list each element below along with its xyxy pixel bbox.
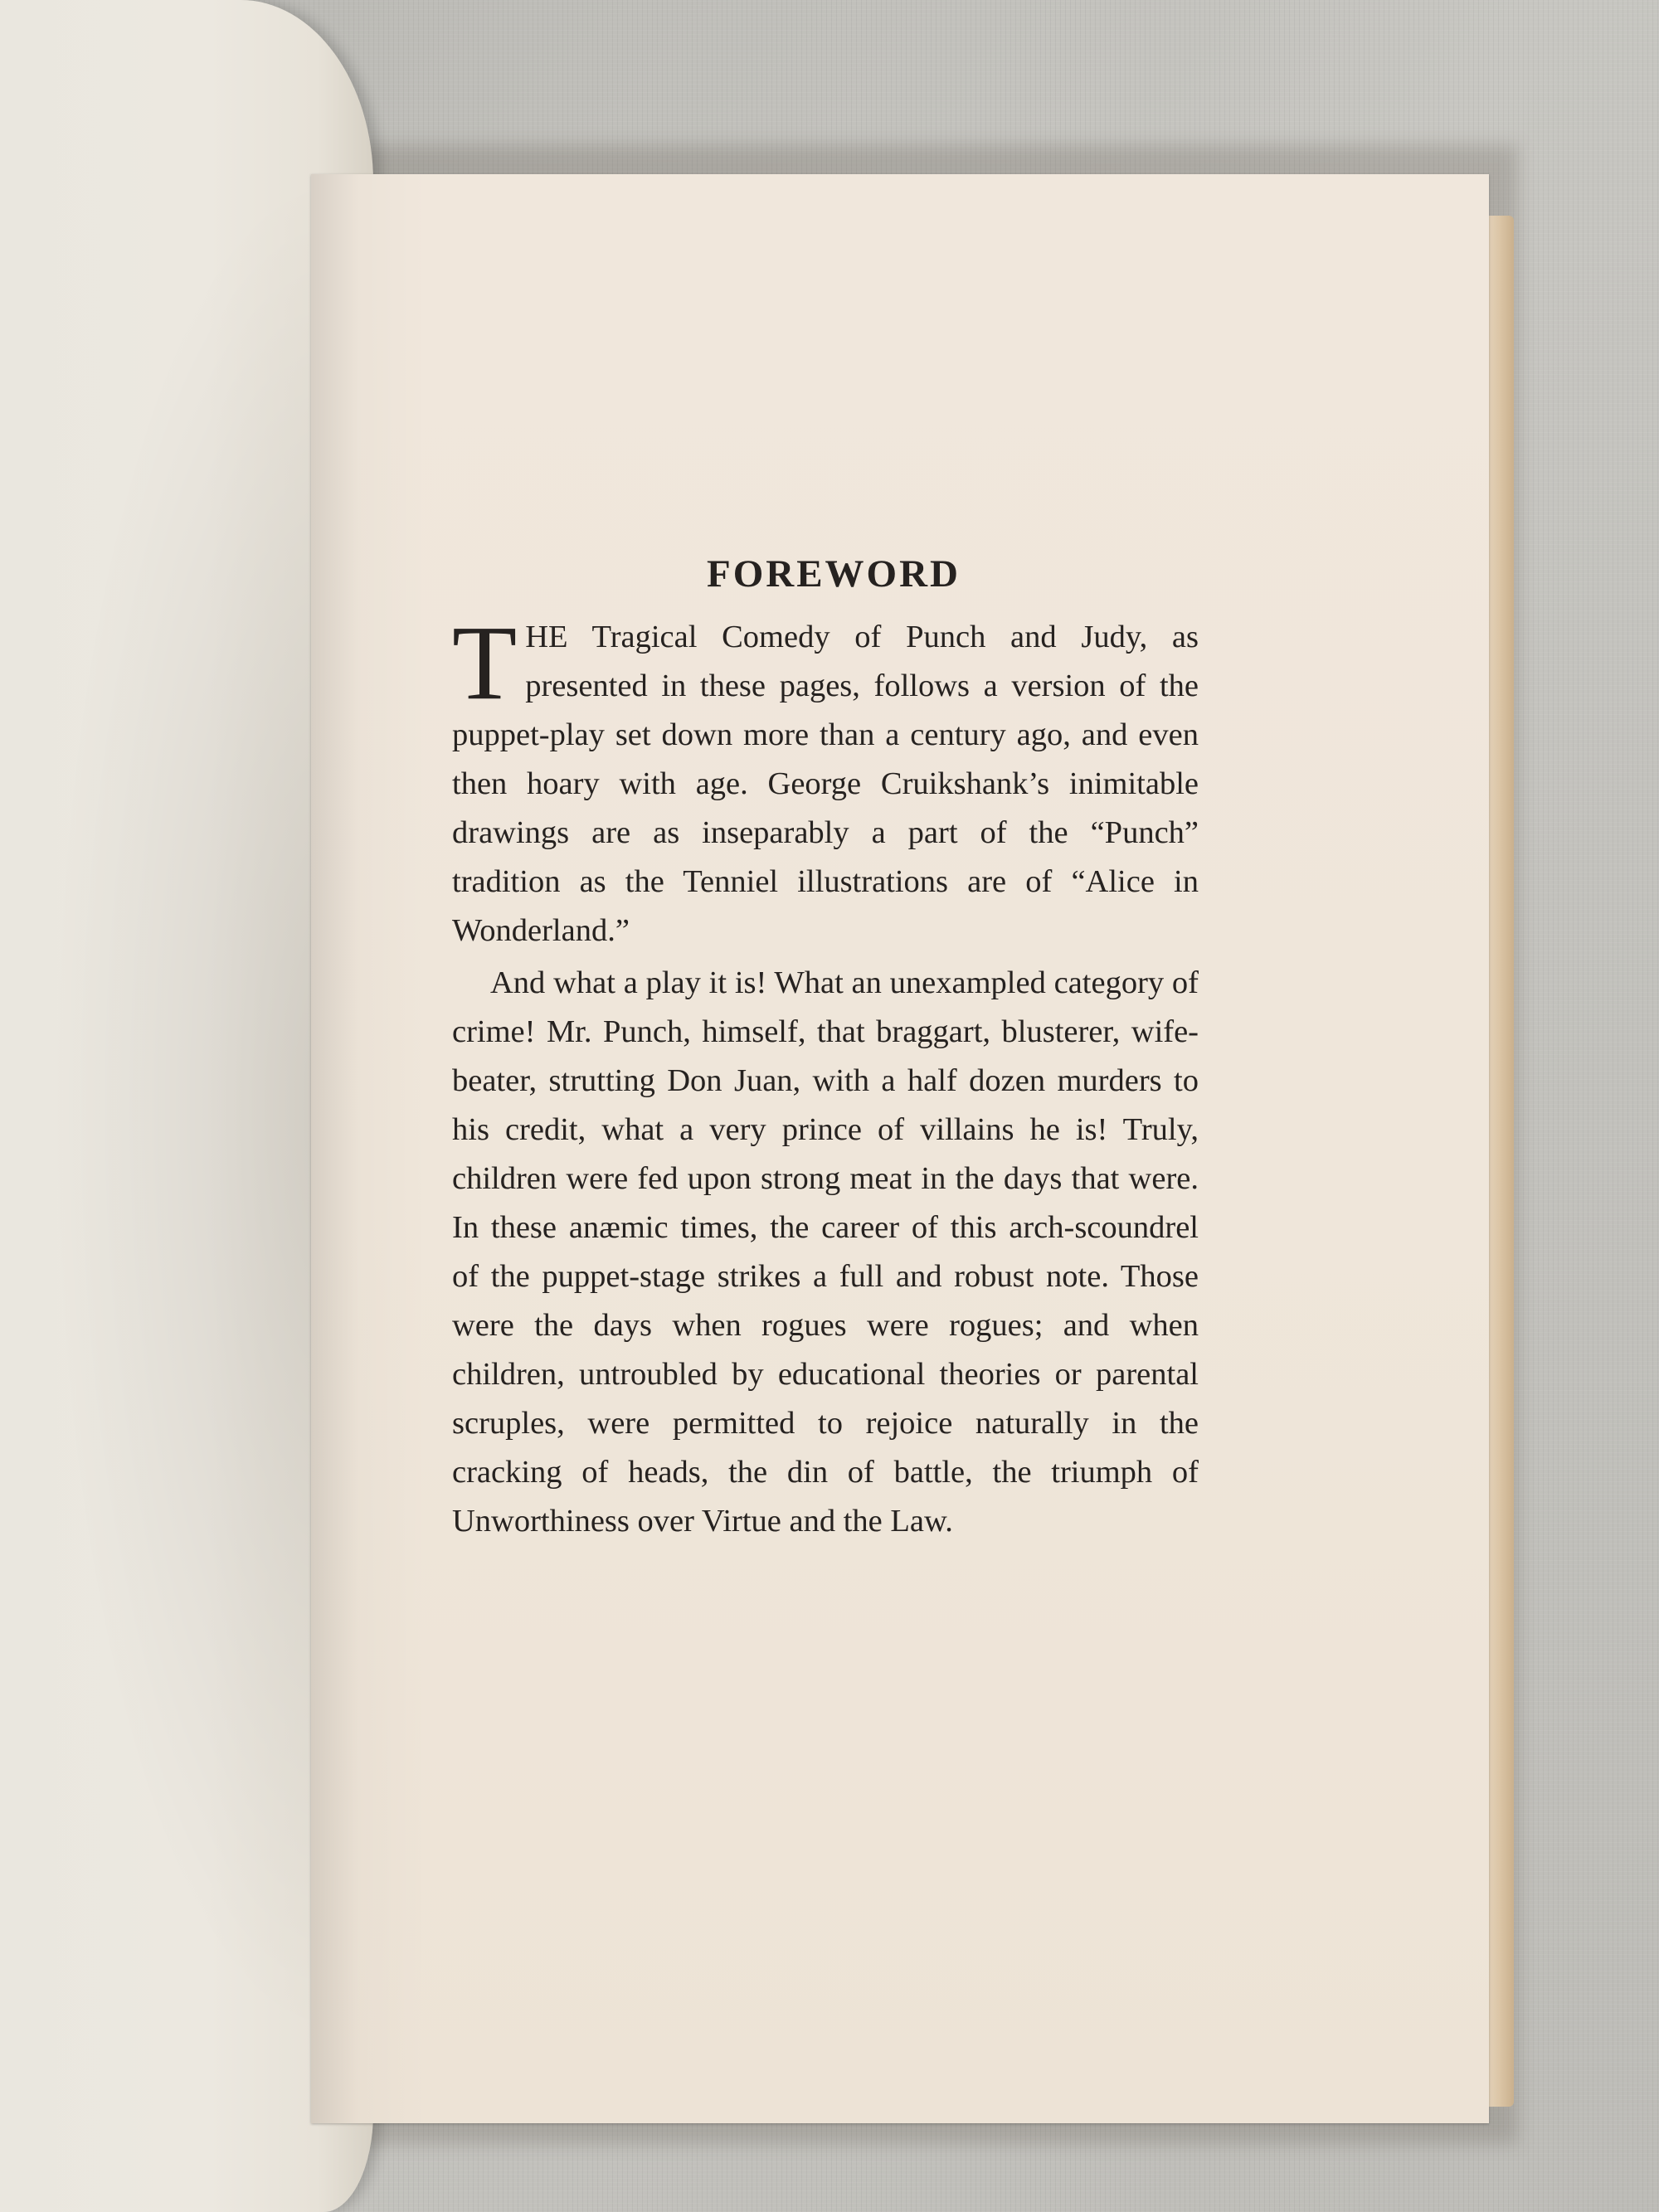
page-title: FOREWORD <box>707 552 961 596</box>
paragraph-1-text: HE Tragical Comedy of Punch and Judy, as presented in these pages, follows a version of the puppet-play set down more than a century ago, and even then hoary with age. George Cruikshank’s inimitable drawings are as inseparably a part of the “Punch” tradition as the Tenniel illustrations are of “Alice in Wonderland.” <box>452 620 1199 948</box>
drop-cap: T <box>452 604 518 722</box>
paragraph-1 <box>452 604 1199 955</box>
paragraph-2 <box>452 959 1199 1546</box>
foreword-section <box>452 552 1199 1546</box>
paragraph-2-text: And what a play it is! What an unexampled category of crime! Mr. Punch, himself, that braggart, blusterer, wife-beater, strutting Don Juan, with a half dozen murders to his credit, what a very prince of villains he is! Truly, children were fed upon strong meat in the days that were. In these anæmic times, the career of this arch-scoundrel of the puppet-stage strikes a full and robust note. Those were the days when rogues were rogues; and when children, untroubled by educational theories or parental scruples, were permitted to rejoice naturally in the cracking of heads, the din of battle, the triumph of Unworthiness over Virtue and the Law. <box>452 965 1199 1539</box>
right-page <box>311 174 1489 2123</box>
